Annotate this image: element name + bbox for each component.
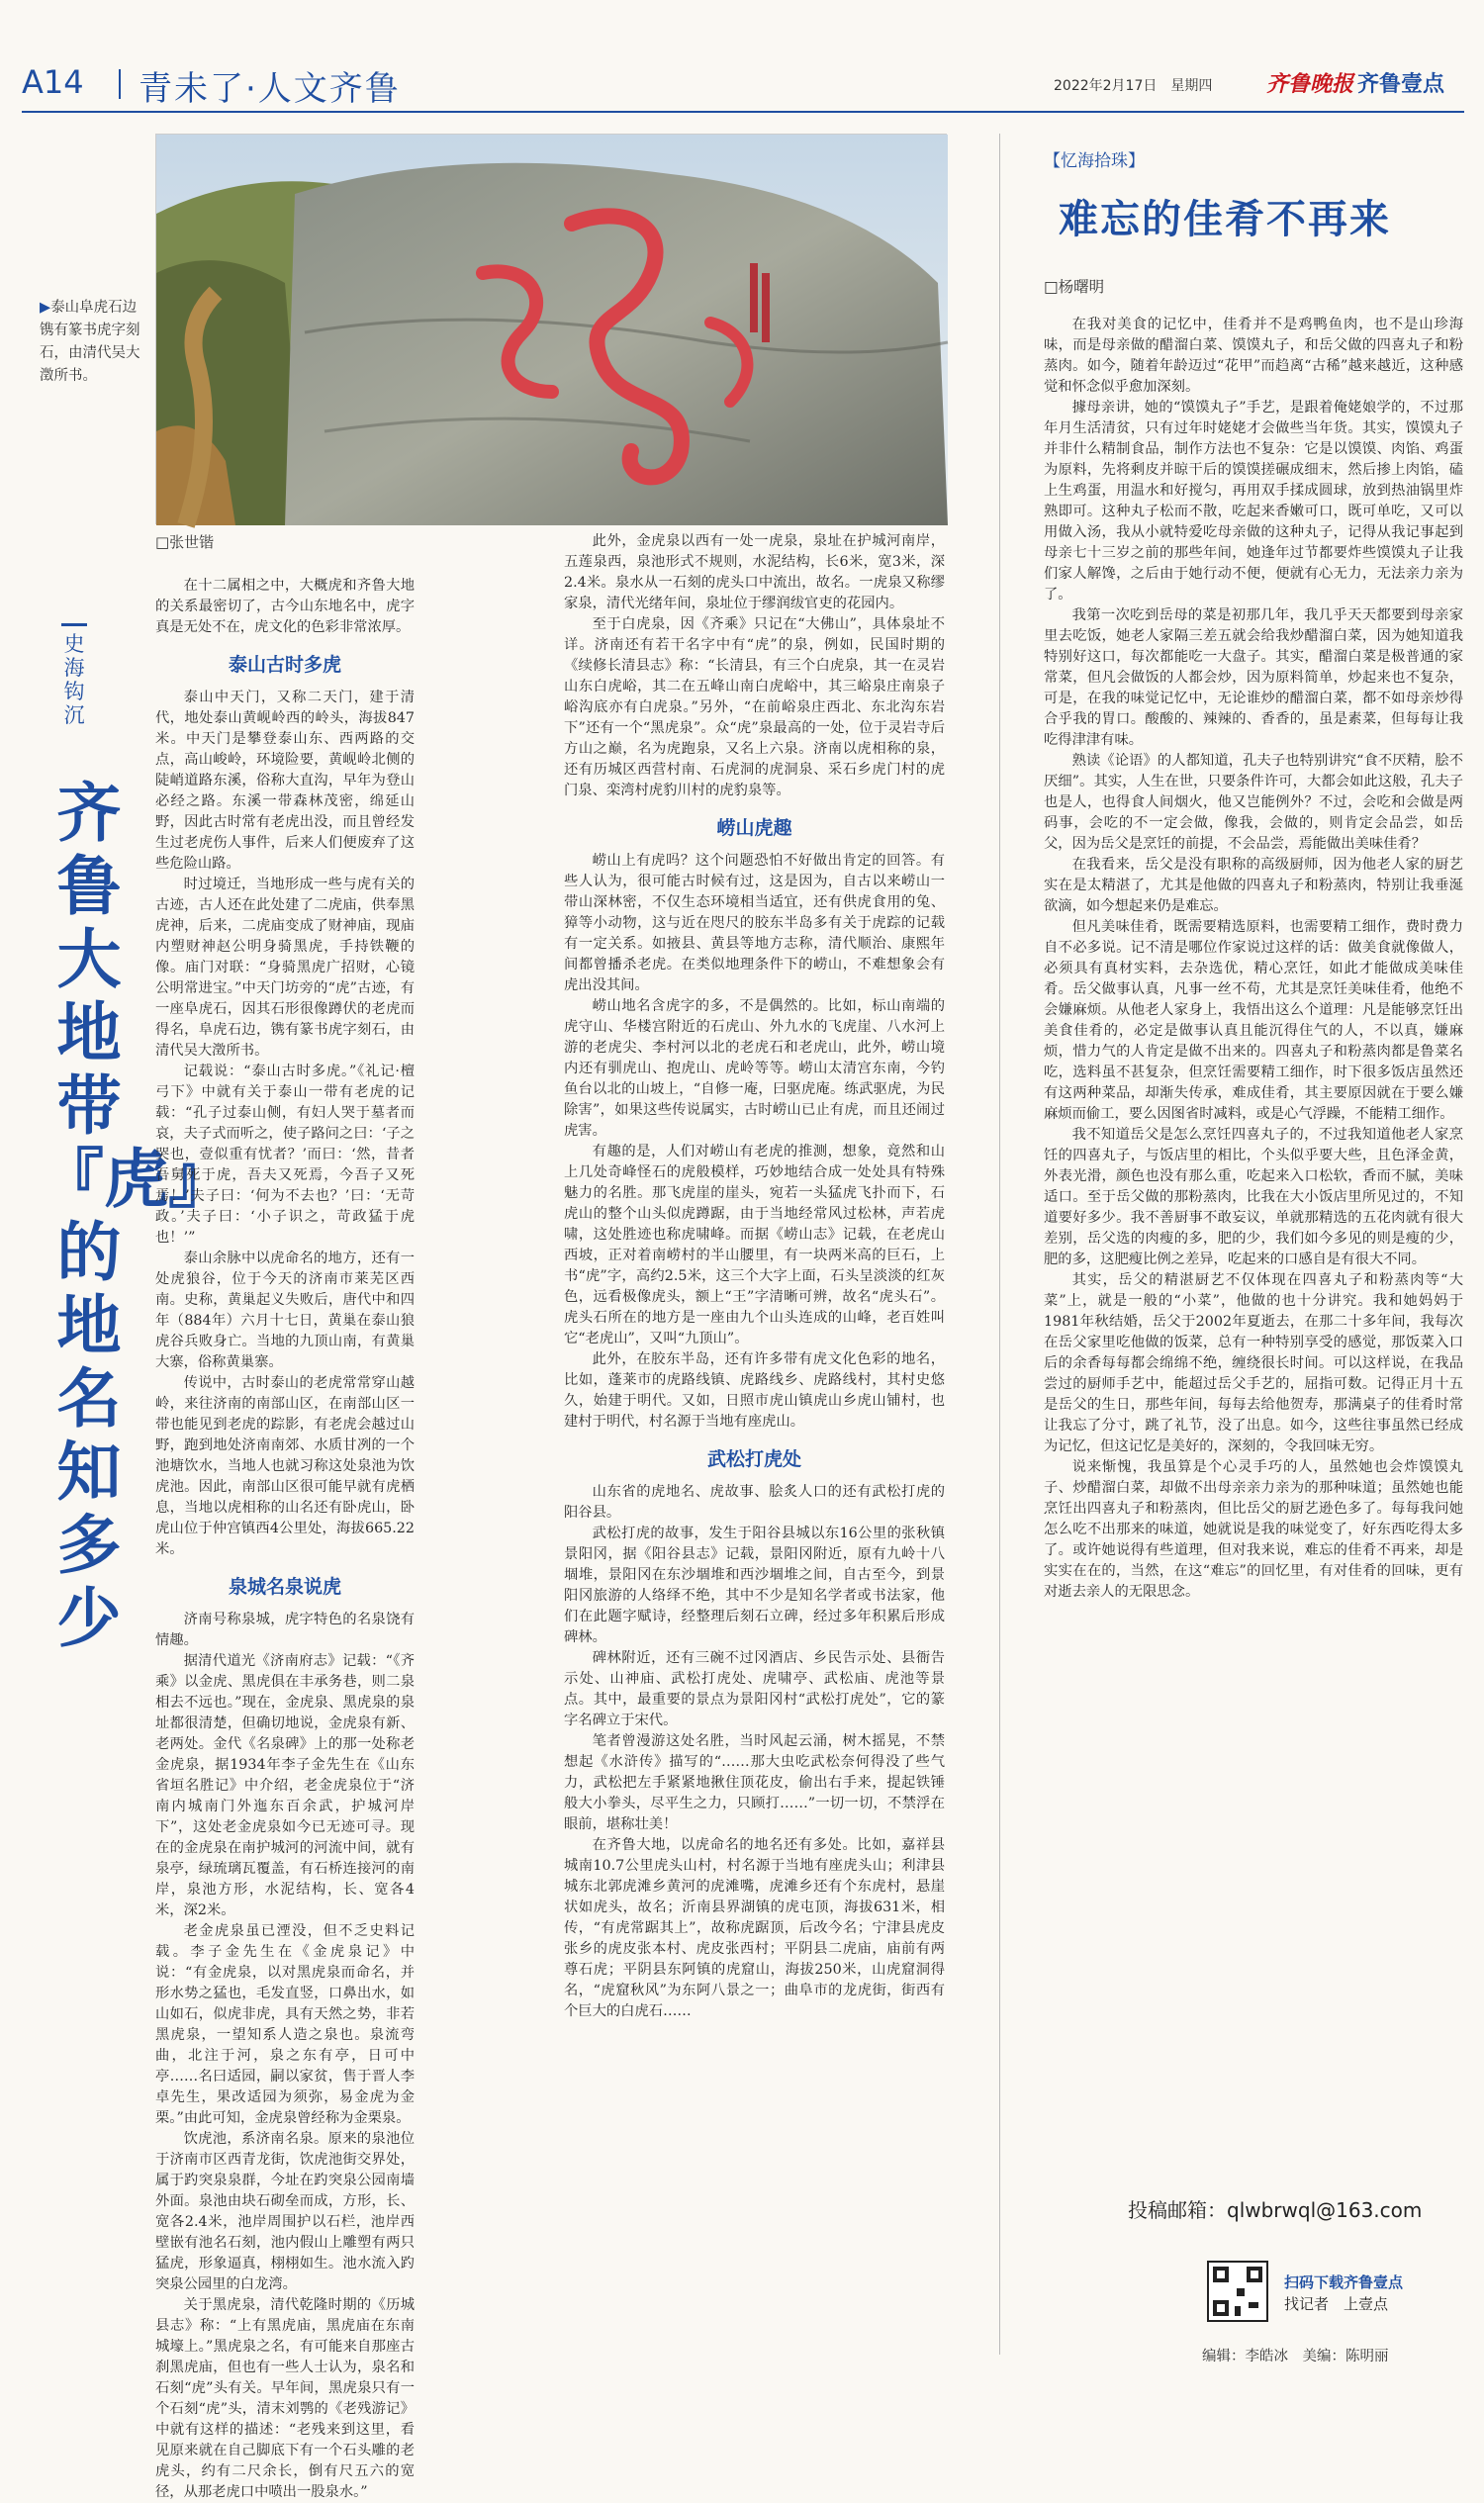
header-divider	[119, 69, 121, 99]
paragraph: 泰山中天门，又称二天门，建于清代，地处泰山黄岘岭西的岭头，海拔847米。中天门是攀登泰山东、西两路的交点，高山峻岭，环境险要，黄岘岭北侧的陡峭道路东溪，俗称大直沟，早年为登山必经之路。东溪一带森林茂密，绵延山野，因此古时常有老虎出没，而且曾经发生过老虎伤人事件，后来人们便废弃了这些危险山路。	[155, 690, 415, 872]
paragraph: 传说中，古时泰山的老虎常常穿山越岭，来往济南的南部山区，在南部山区一带也能见到老虎的踪影，有老虎会越过山野，跑到地处济南南郊、水质甘冽的一个池塘饮水，当地人也就习称这处泉池为饮虎池。因此，南部山区很可能早就有虎栖息，当地以虎相称的山名还有卧虎山，卧虎山位于仲宫镇西4公里处，海拔665.22米。	[155, 1375, 415, 1557]
photo-caption	[40, 297, 148, 388]
section-heading: 崂山虎趣	[716, 817, 792, 839]
app-logo: 齐鲁壹点	[1357, 72, 1445, 97]
column-divider	[999, 134, 1000, 2355]
paragraph: 泰山余脉中以虎命名的地方，还有一处虎狼谷，位于今天的济南市莱芜区西南。史称，黄巢起义失败后，唐代中和四年（884年）六月十七日，黄巢在泰山狼虎谷兵败身亡。当地的九顶山南，有黄巢大寨，俗称黄巢寨。	[155, 1251, 415, 1370]
paragraph: 崂山上有虎吗？这个问题恐怕不好做出肯定的回答。有些人认为，很可能古时候有过，这是因为，自古以来崂山一带山深林密，不仅生态环境相当适宜，还有供虎食用的兔、獐等小动物，这与近在咫尺的胶东半岛多有关于虎踪的记载有一定关系。如掖县、黄县等地方志称，清代顺治、康熙年间都曾播杀老虎。在类似地理条件下的崂山，不难想象会有虎出没其间。	[564, 853, 945, 993]
paragraph: 碑林附近，还有三碗不过冈酒店、乡民告示处、县衙告示处、山神庙、武松打虎处、虎啸亭、武松庙、虎池等景点。其中，最重要的景点为景阳冈村“武松打虎处”，它的篆字名碑立于宋代。	[564, 1650, 945, 1728]
right-article-author: □杨曙明	[1044, 278, 1105, 296]
caption-text: 泰山阜虎石边镌有篆书虎字刻石，由清代吴大澂所书。	[40, 300, 140, 384]
section-heading: 泰山古时多虎	[228, 654, 341, 676]
paragraph: 在我看来，岳父是没有职称的高级厨师，因为他老人家的厨艺实在是太精湛了，尤其是他做的四喜丸子和粉蒸肉，特别让我垂涎欲滴，如今想起来仍是难忘。	[1044, 857, 1463, 914]
section-heading: 武松打虎处	[706, 1448, 801, 1470]
paragraph: 熟读《论语》的人都知道，孔夫子也特别讲究“食不厌精，脍不厌细”。其实，人生在世，只要条件许可，大都会如此这般，孔夫子也是人，也得食人间烟火，他又岂能例外？不过，会吃和会做是两码事，会吃的不一定会做，像我，会做的，则肯定会品尝，如岳父，因为岳父是烹饪的前提，不会品尝，焉能做出美味佳肴？	[1044, 753, 1463, 852]
paragraph: 关于黑虎泉，清代乾隆时期的《历城县志》称：“上有黑虎庙，黑虎庙在东南城壕上。”黑虎泉之名，有可能来自那座古刹黑虎庙，但也有一些人士认为，泉名和石刻“虎”头有关。早年间，黑虎泉只有一个石刻“虎”头，清末刘鹗的《老残游记》中就有这样的描述：“老残来到这里，看见原来就在自己脚底下有一个石头雕的老虎头，约有二尺余长，倒有尺五六的宽径，从那老虎口中喷出一股泉水。”	[155, 2297, 415, 2500]
section-heading: 泉城名泉说虎	[228, 1576, 341, 1598]
paragraph: 但凡美味佳肴，既需要精选原料，也需要精工细作，费时费力自不必多说。记不清是哪位作家说过这样的话：做美食就像做人，必须具有真材实料，去杂选优，精心烹饪，如此才能做成美味佳肴。岳父做事认真，凡事一丝不苟，尤其是烹饪美味佳肴，他绝不会嫌麻烦。从他老人家身上，我悟出这么个道理：凡是能够烹饪出美食佳肴的，必定是做事认真且能沉得住气的人，不以真，嫌麻烦，惜力气的人肯定是做不出来的。四喜丸子和粉蒸肉都是鲁菜名吃，选料虽不甚复杂，但烹饪需要精工细作，时下很多饭店虽然还有这两种菜品，却渐失传承，难成佳肴，其主要原因就在于要么嫌麻烦而偷工，要么因图省时减料，或是心气浮躁，不能精工细作。	[1044, 919, 1463, 1122]
paragraph: 我不知道岳父是怎么烹饪四喜丸子的，不过我知道他老人家烹饪的四喜丸子，与饭店里的相比，个头似乎要大些，且色泽金黄，外表光滑，颜色也没有那么重，吃起来入口松软，香而不腻，美味适口。至于岳父做的那粉蒸肉，比我在大小饭店里所见过的，不知道要好多少。我不善厨事不敢妄议，单就那精选的五花肉就有很大差别，岳父选的肉瘦的多，肥的少，我们如今多见的则是瘦的少，肥的多，这肥瘦比例之差异，吃起来的口感自是有很大不同。	[1044, 1127, 1463, 1267]
paragraph: 在齐鲁大地，以虎命名的地名还有多处。比如，嘉祥县城南10.7公里虎头山村，村名源于当地有座虎头山；利津县城东北郭虎滩乡黄河的虎滩嘴，虎滩乡还有个东虎村，悬崖状如虎头，故名；沂南县界湖镇的虎屯顶，海拔631米，相传，“有虎常踞其上”，故称虎踞顶，后改今名；宁津县虎皮张乡的虎皮张本村、虎皮张西村；平阴县二虎庙，庙前有两尊石虎；平阴县东阿镇的虎窟山，海拔250米，山虎窟洞得名，“虎窟秋风”为东阿八景之一；曲阜市的龙虎街，街西有个巨大的白虎石……	[564, 1837, 945, 2019]
photo-credit: □张世锴	[155, 533, 215, 551]
paragraph: 此外，在胶东半岛，还有许多带有虎文化色彩的地名，比如，蓬莱市的虎路线镇、虎路线乡、虎路线村，其村史悠久，始建于明代。又如，日照市虎山镇虎山乡虎山铺村，也建村于明代，村名源于当地有座虎山。	[564, 1351, 945, 1430]
qr-line-1: 扫码下载齐鲁壹点	[1284, 2273, 1404, 2291]
qr-promo	[1284, 2271, 1462, 2315]
qr-line-2: 找记者 上壹点	[1284, 2295, 1389, 2313]
paragraph: 其实，岳父的精湛厨艺不仅体现在四喜丸子和粉蒸肉等“大菜”上，就是一般的“小菜”，他做的也十分讲究。我和她妈妈于1981年秋结婚，岳父于2002年夏逝去，在那二十多年间，我每次在岳父家里吃他做的饭菜，总有一种特别享受的感觉，那饭菜入口后的余香每每都会绵绵不绝，缠绕很长时间。可以这样说，在我品尝过的厨师手艺中，能超过岳父手艺的，屈指可数。记得正月十五是岳父的生日，那些年间，每每去给他贺寿，那满桌子的佳肴时常让我忘了分寸，跳了礼节，没了出息。如今，这些往事虽然已经成为记忆，但这记忆是美好的，深刻的，令我回味无穷。	[1044, 1272, 1463, 1454]
paragraph: 时过境迁，当地形成一些与虎有关的古迹，古人还在此处建了二虎庙，供奉黑虎神，后来，二虎庙变成了财神庙，现庙内塑财神赵公明身骑黑虎，手持铁鞭的像。庙门对联：“身骑黑虎广招财，心镜公明常进宝。”中天门坊旁的“虎”古迹，有一座阜虎石，因其石形很像蹲伏的老虎而得名，阜虎石边，镌有篆书虎字刻石，由清代吴大澂所书。	[155, 877, 415, 1059]
article-column-2	[564, 531, 945, 2022]
paragraph: 山东省的虎地名、虎故事、脍炙人口的还有武松打虎的阳谷县。	[564, 1484, 945, 1521]
editor-credit: 编辑：李皓冰 美编：陈明丽	[1202, 2349, 1389, 2364]
section-name: 青未了·人文齐鲁	[139, 69, 401, 109]
paragraph: 在我对美食的记忆中，佳肴并不是鸡鸭鱼肉，也不是山珍海味，而是母亲做的醋溜白菜、馍馍丸子，和岳父做的四喜丸子和粉蒸肉。如今，随着年龄迈过“花甲”而趋离“古稀”越来越近，这种感觉和怀念似乎愈加深刻。	[1044, 317, 1463, 395]
paragraph: 我第一次吃到岳母的菜是初那几年，我几乎天天都要到母亲家里去吃饭，她老人家隔三差五就会给我炒醋溜白菜，因为她知道我特别好这口，每次都能吃一大盘子。其实，醋溜白菜是极普通的家常菜，但凡会做饭的人都会炒，因为原料简单，炒起来也不复杂，可是，在我的味觉记忆中，无论谁炒的醋溜白菜，都不如母亲炒得合乎我的胃口。酸酸的、辣辣的、香香的，虽是素菜，但每每让我吃得津津有味。	[1044, 607, 1463, 748]
paragraph: 济南号称泉城，虎字特色的名泉饶有情趣。	[155, 1612, 415, 1648]
article-intro: 在十二属相之中，大概虎和齐鲁大地的关系最密切了，古今山东地名中，虎字真是无处不在，虎文化的色彩非常浓厚。	[155, 578, 415, 635]
paragraph: 据清代道光《济南府志》记载：“《齐乘》以金虎、黑虎俱在丰承务巷，则二泉相去不远也。”现在，金虎泉、黑虎泉的泉址都很清楚，但确切地说，金虎泉有新、老两处。金代《名泉碑》上的那一处称老金虎泉，据1934年李子金先生在《山东省垣名胜记》中介绍，老金虎泉位于“济南内城南门外迤东百余武，护城河岸下”，这处老金虎泉如今已无迹可寻。现在的金虎泉在南护城河的河流中间，就有泉亭，绿琉璃瓦覆盖，有石桥连接河的南岸，泉池方形，水泥结构，长、宽各4米，深2米。	[155, 1653, 415, 1918]
submission-email: 投稿邮箱：qlwbrwql@163.com	[1128, 2198, 1423, 2222]
paragraph: 武松打虎的故事，发生于阳谷县城以东16公里的张秋镇景阳冈，据《阳谷县志》记载，景阳冈附近，原有九岭十八堌堆，景阳冈在东沙堌堆和西沙堌堆之间，自古至今，到景阳冈旅游的人络绎不绝，其中不少是知名学者或书法家，他们在此题字赋诗，经整理后刻石立碑，经过多年积累后形成碑林。	[564, 1526, 945, 1645]
paragraph: 此外，金虎泉以西有一处一虎泉，泉址在护城河南岸，五莲泉西，泉池形式不规则，水泥结构，长6米，宽3米，深2.4米。泉水从一石刻的虎头口中流出，故名。一虎泉又称缪家泉，清代光绪年间，泉址位于缪润绂官吏的花园内。	[564, 533, 945, 611]
paragraph: 至于白虎泉，因《齐乘》只记在“大佛山”，具体泉址不详。济南还有若干名字中有“虎”的泉，例如，民国时期的《续修长清县志》称：“长清县，有三个白虎泉，其一在灵岩山东白虎峪，其二在五峰山南白虎峪中，其三峪泉庄南泉子峪沟底亦有白虎泉。”另外，“在前峪泉庄西北、东北沟东岩下”还有一个“黑虎泉”。众“虎”泉最高的一处，位于灵岩寺后方山之巅，名为虎跑泉，又名上六泉。济南以虎相称的泉，还有历城区西营村南、石虎洞的虎洞泉、采石乡虎门村的虎门泉、栾湾村虎豹川村的虎豹泉等。	[564, 616, 945, 798]
tiger-rock-illustration	[156, 135, 948, 525]
paragraph: 说来惭愧，我虽算是个心灵手巧的人，虽然她也会炸馍馍丸子、炒醋溜白菜，却做不出母亲亲力亲为的那种味道；虽然她也能烹饪出四喜丸子和粉蒸肉，但比岳父的厨艺逊色多了。每每我问她怎么吃不出那来的味道，她就说是我的味觉变了，好东西吃得太多了。或许她说得有些道理，但对我来说，难忘的佳肴不再来，却是实实在在的，当然，在这“难忘”的回忆里，有对佳肴的回味，更有对逝去亲人的无限思念。	[1044, 1459, 1463, 1600]
caption-arrow-icon: ▶	[40, 300, 51, 316]
header-rule	[22, 111, 1464, 113]
newspaper-logo: 齐鲁晚报	[1266, 72, 1354, 97]
right-article-title: 难忘的佳肴不再来	[1059, 196, 1391, 242]
paragraph: 饮虎池，系济南名泉。原来的泉池位于济南市区西青龙街，饮虎池街交界处，属于趵突泉泉群，今址在趵突泉公园南墙外面。泉池由块石砌垒而成，方形，长、宽各2.4米，池岸周围护以石栏，池岸西壁嵌有池名石刻，池内假山上雕塑有两只猛虎，形象逼真，栩栩如生。池水流入趵突泉公园里的白龙湾。	[155, 2131, 415, 2292]
right-column-label: 【忆海拾珠】	[1044, 151, 1145, 171]
qr-code-icon[interactable]	[1207, 2261, 1268, 2322]
paragraph: 记载说：“泰山古时多虎。”《礼记·檀弓下》中就有关于泰山一带有老虎的记载：“孔子过泰山侧，有妇人哭于墓者而哀，夫子式而听之，使子路问之曰：‘子之哭也，壹似重有忧者？’而曰：‘然，昔者吾舅死于虎，吾夫又死焉，今吾子又死焉！’夫子曰：‘何为不去也？’曰：‘无苛政。’夫子曰：‘小子识之，苛政猛于虎也！’”	[155, 1064, 415, 1246]
issue-date: 2022年2月17日 星期四	[1054, 78, 1213, 94]
paragraph: 崂山地名含虎字的多，不是偶然的。比如，标山南端的虎守山、华楼宫附近的石虎山、外九水的飞虎崖、八水河上游的老虎尖、李村河以北的老虎石和老虎山，此外，崂山境内还有驯虎山、抱虎山、虎岭等等。崂山太清宫东南，今钓鱼台以北的山坡上，“自修一庵，曰驱虎庵。练武驱虎，为民除害”，如果这些传说属实，古时崂山已止有虎，而且还闹过虎害。	[564, 998, 945, 1139]
tiger-rock-photo	[155, 134, 947, 524]
page-number: A14	[22, 63, 84, 101]
page-header	[0, 0, 1484, 109]
paragraph: 有趣的是，人们对崂山有老虎的推测，想象，竟然和山上几处奇峰怪石的虎般模样，巧妙地结合成一处处具有特殊魅力的名胜。那飞虎崖的崖头，宛若一头猛虎飞扑而下，石虎山的整个山头似虎蹲踞，由于当地经常风过松林，声若虎啸，这处胜迹也称虎啸峰。而据《崂山志》记载，在老虎山西坡，正对着南崂村的半山腰里，有一块两米高的巨石，上书“虎”字，高约2.5米，这三个大字上面，石头呈淡淡的红灰色，远看极像虎头，额上“王”字清晰可辨，故名“虎头石”。虎头石所在的地方是一座由九个山头连成的山峰，老百姓叫它“老虎山”，又叫“九顶山”。	[564, 1144, 945, 1346]
paragraph: 笔者曾漫游这处名胜，当时风起云涌，树木摇晃，不禁想起《水浒传》描写的“……那大虫吃武松奈何得没了些气力，武松把左手紧紧地揪住顶花皮，偷出右手来，提起铁锤般大小拳头，尽平生之力，只顾打……”一切一切，不禁浮在眼前，堪称壮美！	[564, 1733, 945, 1832]
paragraph: 老金虎泉虽已湮没，但不乏史料记载。李子金先生在《金虎泉记》中说：“有金虎泉，以对黑虎泉而命名，并形水势之猛也，毛发直竖，口鼻出水，如山如石，似虎非虎，具有天然之势，非若黑虎泉，一望知系人造之泉也。泉流弯曲，北注于河，泉之东有亭，日可中亭……名曰适园，嗣以家贫，售于晋人李卓先生，果改适园为须弥，易金虎为金栗。”由此可知，金虎泉曾经称为金栗泉。	[155, 1923, 415, 2126]
right-article-body	[1044, 315, 1463, 1603]
paragraph: 據母亲讲，她的“馍馍丸子”手艺，是跟着俺姥娘学的，不过那年月生活清贫，只有过年时姥姥才会做些当年货。其实，馍馍丸子并非什么精制食品，制作方法也不复杂：它是以馍馍、肉馅、鸡蛋为原料，先将剩皮并晾干后的馍馍搓碾成细末，然后掺上肉馅，磕上生鸡蛋，用温水和好搅匀，再用双手揉成圆球，放到热油锅里炸熟即可。这种丸子松而不散，吃起来香嫩可口，既可单吃，又可以用做入汤，我从小就特爱吃母亲做的这种丸子，记得从我记事起到母亲七十三岁之前的那些年间，她逢年过节都要炸些馍馍丸子让我们家人解馋，之后由于她行动不便，便就有心无力，无法亲力亲为了。	[1044, 400, 1463, 603]
article-column-1	[155, 576, 415, 2503]
column-label: 史海钩沉	[61, 623, 87, 727]
article-title: 齐鲁大地带『虎』的地名知多少	[40, 776, 233, 1656]
